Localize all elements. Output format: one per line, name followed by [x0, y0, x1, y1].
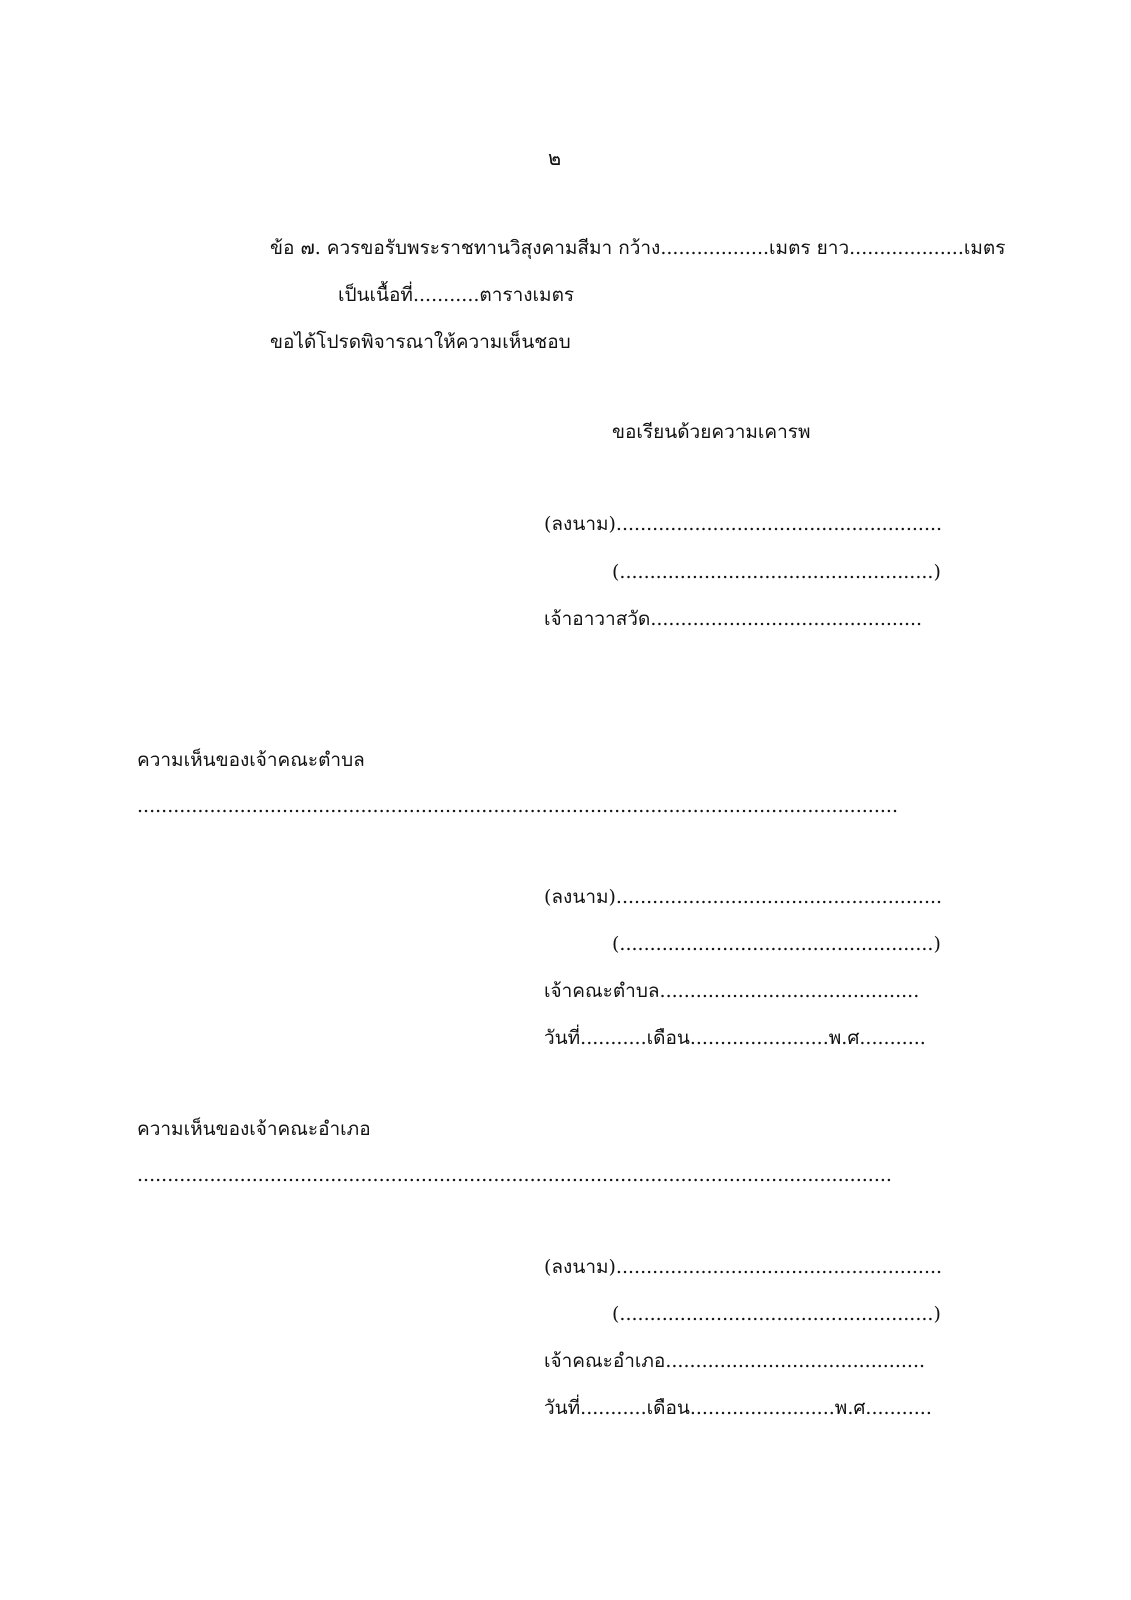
clause-7-area-text: เป็นเนื้อที่...........ตารางเมตร: [338, 284, 575, 306]
abbot-sign-line: (ลงนาม)......................................................: [544, 513, 943, 535]
subdistrict-opinion-dotted-line: ..............................................................................................................................: [137, 795, 898, 817]
abbot-name-line: (....................................................): [612, 561, 941, 583]
subdistrict-sign-line: (ลงนาม)......................................................: [544, 886, 943, 908]
subdistrict-name-line: (....................................................): [612, 933, 941, 955]
page-number: ๒: [548, 146, 562, 170]
district-sign-line: (ลงนาม)......................................................: [544, 1256, 943, 1278]
clause-7-text: ข้อ ๗. ควรขอรับพระราชทานวิสุงคามสีมา กว้าง..................เมตร ยาว...................เมตร: [270, 237, 1006, 259]
abbot-position-line: เจ้าอาวาสวัด.............................................: [544, 608, 923, 630]
district-opinion-heading: ความเห็นของเจ้าคณะอำเภอ: [137, 1118, 371, 1140]
request-text: ขอได้โปรดพิจารณาให้ความเห็นชอบ: [270, 331, 571, 353]
subdistrict-date-line: วันที่...........เดือน.......................พ.ศ...........: [544, 1027, 926, 1049]
district-name-line: (....................................................): [612, 1303, 941, 1325]
subdistrict-opinion-heading: ความเห็นของเจ้าคณะตำบล: [137, 749, 365, 771]
district-position-line: เจ้าคณะอำเภอ...........................................: [544, 1350, 926, 1372]
district-date-line: วันที่...........เดือน........................พ.ศ...........: [544, 1397, 932, 1419]
subdistrict-position-line: เจ้าคณะตำบล...........................................: [544, 980, 920, 1002]
district-opinion-dotted-line: .............................................................................................................................: [137, 1164, 892, 1186]
closing-text: ขอเรียนด้วยความเคารพ: [612, 421, 811, 443]
